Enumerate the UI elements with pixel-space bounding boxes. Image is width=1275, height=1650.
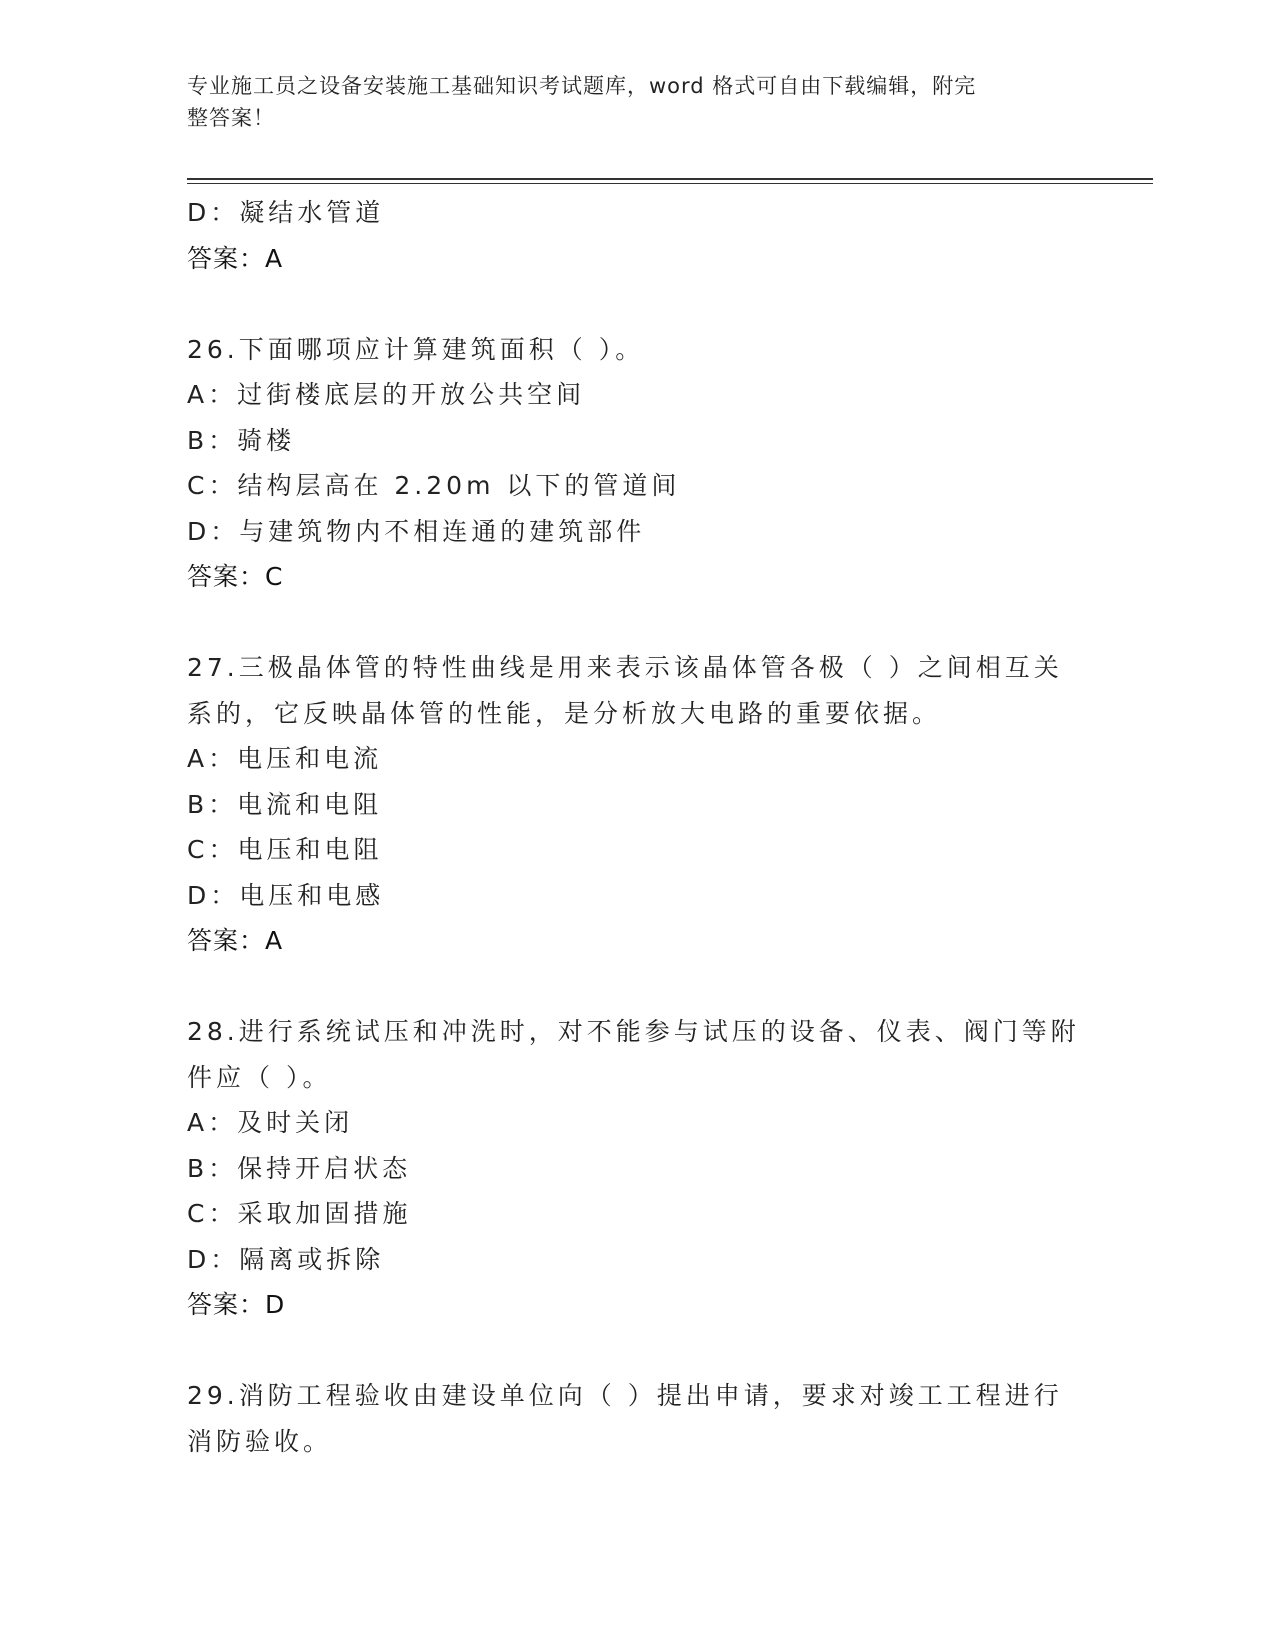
spacer: [187, 1328, 1087, 1374]
question-27: [187, 645, 1087, 964]
q26-option-b: B：骑楼: [187, 425, 296, 455]
q28-stem-line-2: 件应（ ）。: [187, 1062, 332, 1092]
q28-stem-line-1: 28.进行系统试压和冲洗时，对不能参与试压的设备、仪表、阀门等附: [187, 1017, 1080, 1046]
question-28: [187, 1009, 1087, 1328]
q27-option-c: C：电压和电阻: [187, 835, 383, 864]
q25-option-d: D：凝结水管道: [187, 198, 385, 227]
spacer: [187, 600, 1087, 646]
q29-stem-line-1: 29.消防工程验收由建设单位向（ ）提出申请，要求对竣工工程进行: [187, 1381, 1063, 1410]
header-line-2: 整答案！: [187, 106, 275, 130]
q28-option-b: B：保持开启状态: [187, 1153, 412, 1183]
q27-stem-line-1: 27.三极晶体管的特性曲线是用来表示该晶体管各极（ ）之间相互关: [187, 653, 1063, 682]
header-line-1: 专业施工员之设备安装施工基础知识考试题库，word 格式可自由下载编辑，附完: [187, 74, 977, 98]
q29-stem-line-2: 消防验收。: [187, 1426, 333, 1456]
spacer: [187, 964, 1087, 1010]
q28-option-d: D：隔离或拆除: [187, 1244, 385, 1274]
spacer: [187, 281, 1087, 327]
q27-option-a: A：电压和电流: [187, 744, 383, 773]
q27-answer: 答案：A: [187, 926, 284, 955]
question-25-tail: [187, 190, 1087, 281]
question-list: [187, 190, 1087, 1464]
q26-option-c: C：结构层高在 2.20m 以下的管道间: [187, 471, 681, 500]
q28-answer: 答案：D: [187, 1290, 286, 1319]
q26-option-d: D：与建筑物内不相连通的建筑部件: [187, 516, 646, 546]
q28-option-c: C：采取加固措施: [187, 1199, 412, 1228]
q26-answer: 答案：C: [187, 562, 284, 591]
q26-option-a: A：过街楼底层的开放公共空间: [187, 380, 586, 409]
header-divider-thin: [187, 183, 1153, 184]
q28-option-a: A：及时关闭: [187, 1108, 354, 1137]
q27-stem-line-2: 系的，它反映晶体管的性能，是分析放大电路的重要依据。: [187, 698, 942, 728]
header-divider-thick: [187, 178, 1153, 180]
q25-answer: 答案：A: [187, 243, 284, 273]
question-29: [187, 1373, 1087, 1464]
q27-option-d: D：电压和电感: [187, 880, 385, 910]
question-26: [187, 327, 1087, 600]
document-header: [187, 70, 1067, 134]
q27-option-b: B：电流和电阻: [187, 789, 383, 819]
q26-stem: 26.下面哪项应计算建筑面积（ ）。: [187, 334, 645, 364]
